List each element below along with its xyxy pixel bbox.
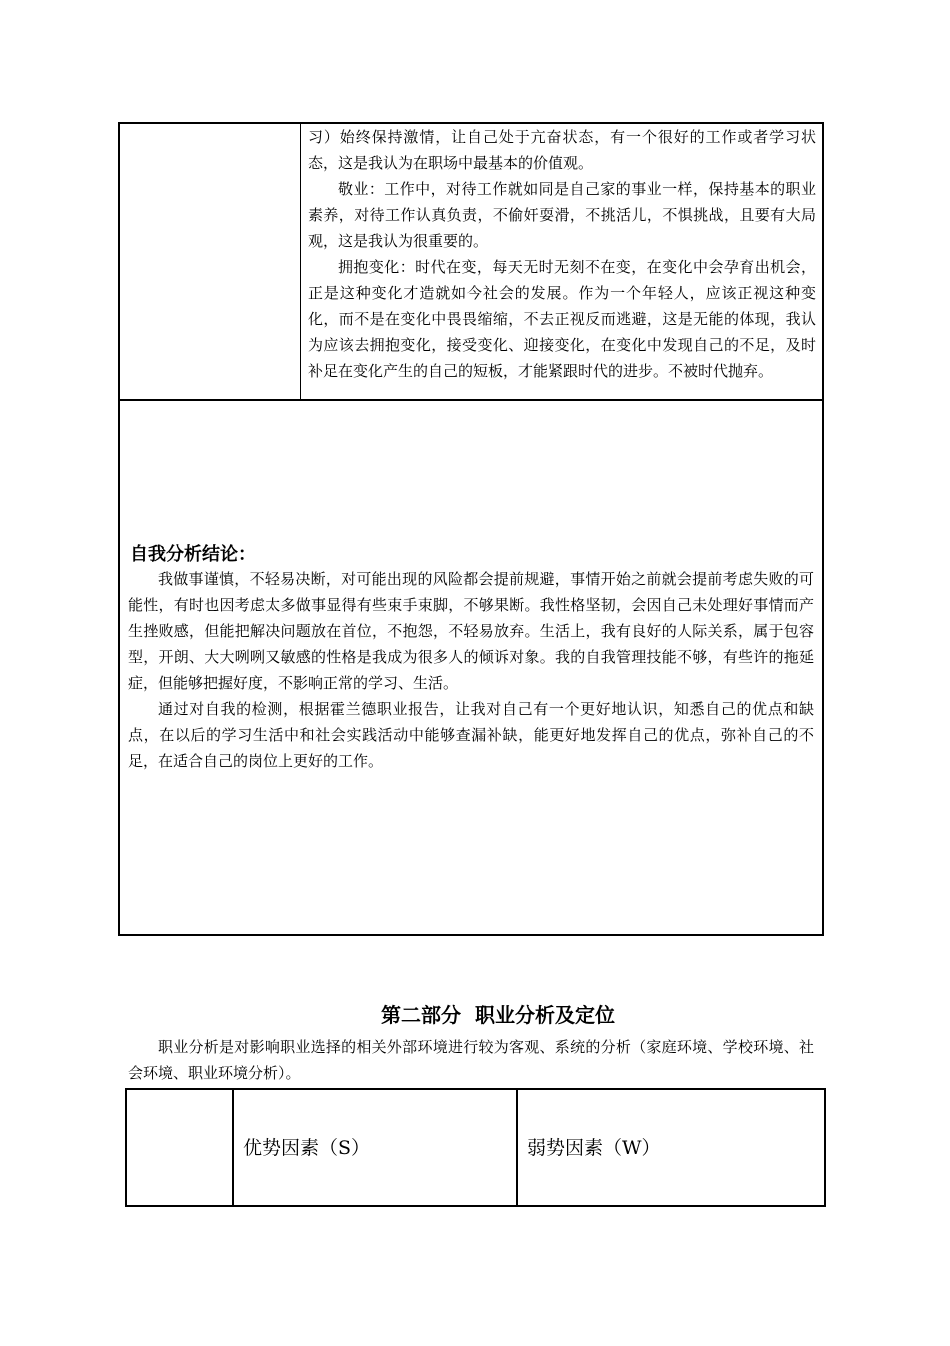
values-cell [308, 124, 816, 384]
conclusion-body [128, 566, 814, 774]
swot-divider-1 [232, 1088, 234, 1207]
swot-table [125, 1088, 826, 1207]
part2-intro-wrap [128, 1034, 814, 1086]
part2-intro: 职业分析是对影响职业选择的相关外部环境进行较为客观、系统的分析（家庭环境、学校环境、社会环境、职业环境分析）。 [128, 1038, 814, 1082]
swot-weaknesses-header: 弱势因素（W） [527, 1137, 661, 1159]
part2-title: 第二部分 职业分析及定位 [381, 1003, 615, 1027]
values-table-row-divider [118, 399, 824, 401]
swot-strengths-header: 优势因素（S） [243, 1137, 371, 1159]
conclusion-paragraph-2: 通过对自我的检测，根据霍兰德职业报告，让我对自己有一个更好地认识，知悉自己的优点和缺点，在以后的学习生活中和社会实践活动中能够查漏补缺，能更好地发挥自己的优点，弥补自己的不足，在适合自己的岗位上更好的工作。 [128, 700, 814, 770]
values-embrace-change: 拥抱变化：时代在变，每天无时无刻不在变，在变化中会孕育出机会，正是这种变化才造就如今社会的发展。作为一个年轻人，应该正视这种变化，而不是在变化中畏畏缩缩，不去正视反而逃避，这是无能的体现，我认为应该去拥抱变化，接受变化、迎接变化，在变化中发现自己的不足，及时补足在变化产生的自己的短板，才能紧跟时代的进步。不被时代抛弃。 [308, 258, 816, 380]
conclusion-paragraph-1: 我做事谨慎，不轻易决断，对可能出现的风险都会提前规避，事情开始之前就会提前考虑失败的可能性，有时也因考虑太多做事显得有些束手束脚，不够果断。我性格坚韧，会因自己未处理好事情而产生挫败感，但能把解决问题放在首位，不抱怨，不轻易放弃。生活上，我有良好的人际关系，属于包容型，开朗、大大咧咧又敏感的性格是我成为很多人的倾诉对象。我的自我管理技能不够，有些许的拖延症，但能够把握好度，不影响正常的学习、生活。 [128, 570, 814, 692]
values-dedication: 敬业：工作中，对待工作就如同是自己家的事业一样，保持基本的职业素养，对待工作认真负责，不偷奸耍滑，不挑活儿，不惧挑战，且要有大局观，这是我认为很重要的。 [308, 180, 816, 250]
values-continuation: 习）始终保持激情，让自己处于亢奋状态，有一个很好的工作或者学习状态，这是我认为在职场中最基本的价值观。 [308, 128, 816, 172]
values-table-divider [300, 122, 301, 400]
swot-divider-2 [516, 1088, 518, 1207]
conclusion-heading: 自我分析结论： [130, 544, 256, 565]
